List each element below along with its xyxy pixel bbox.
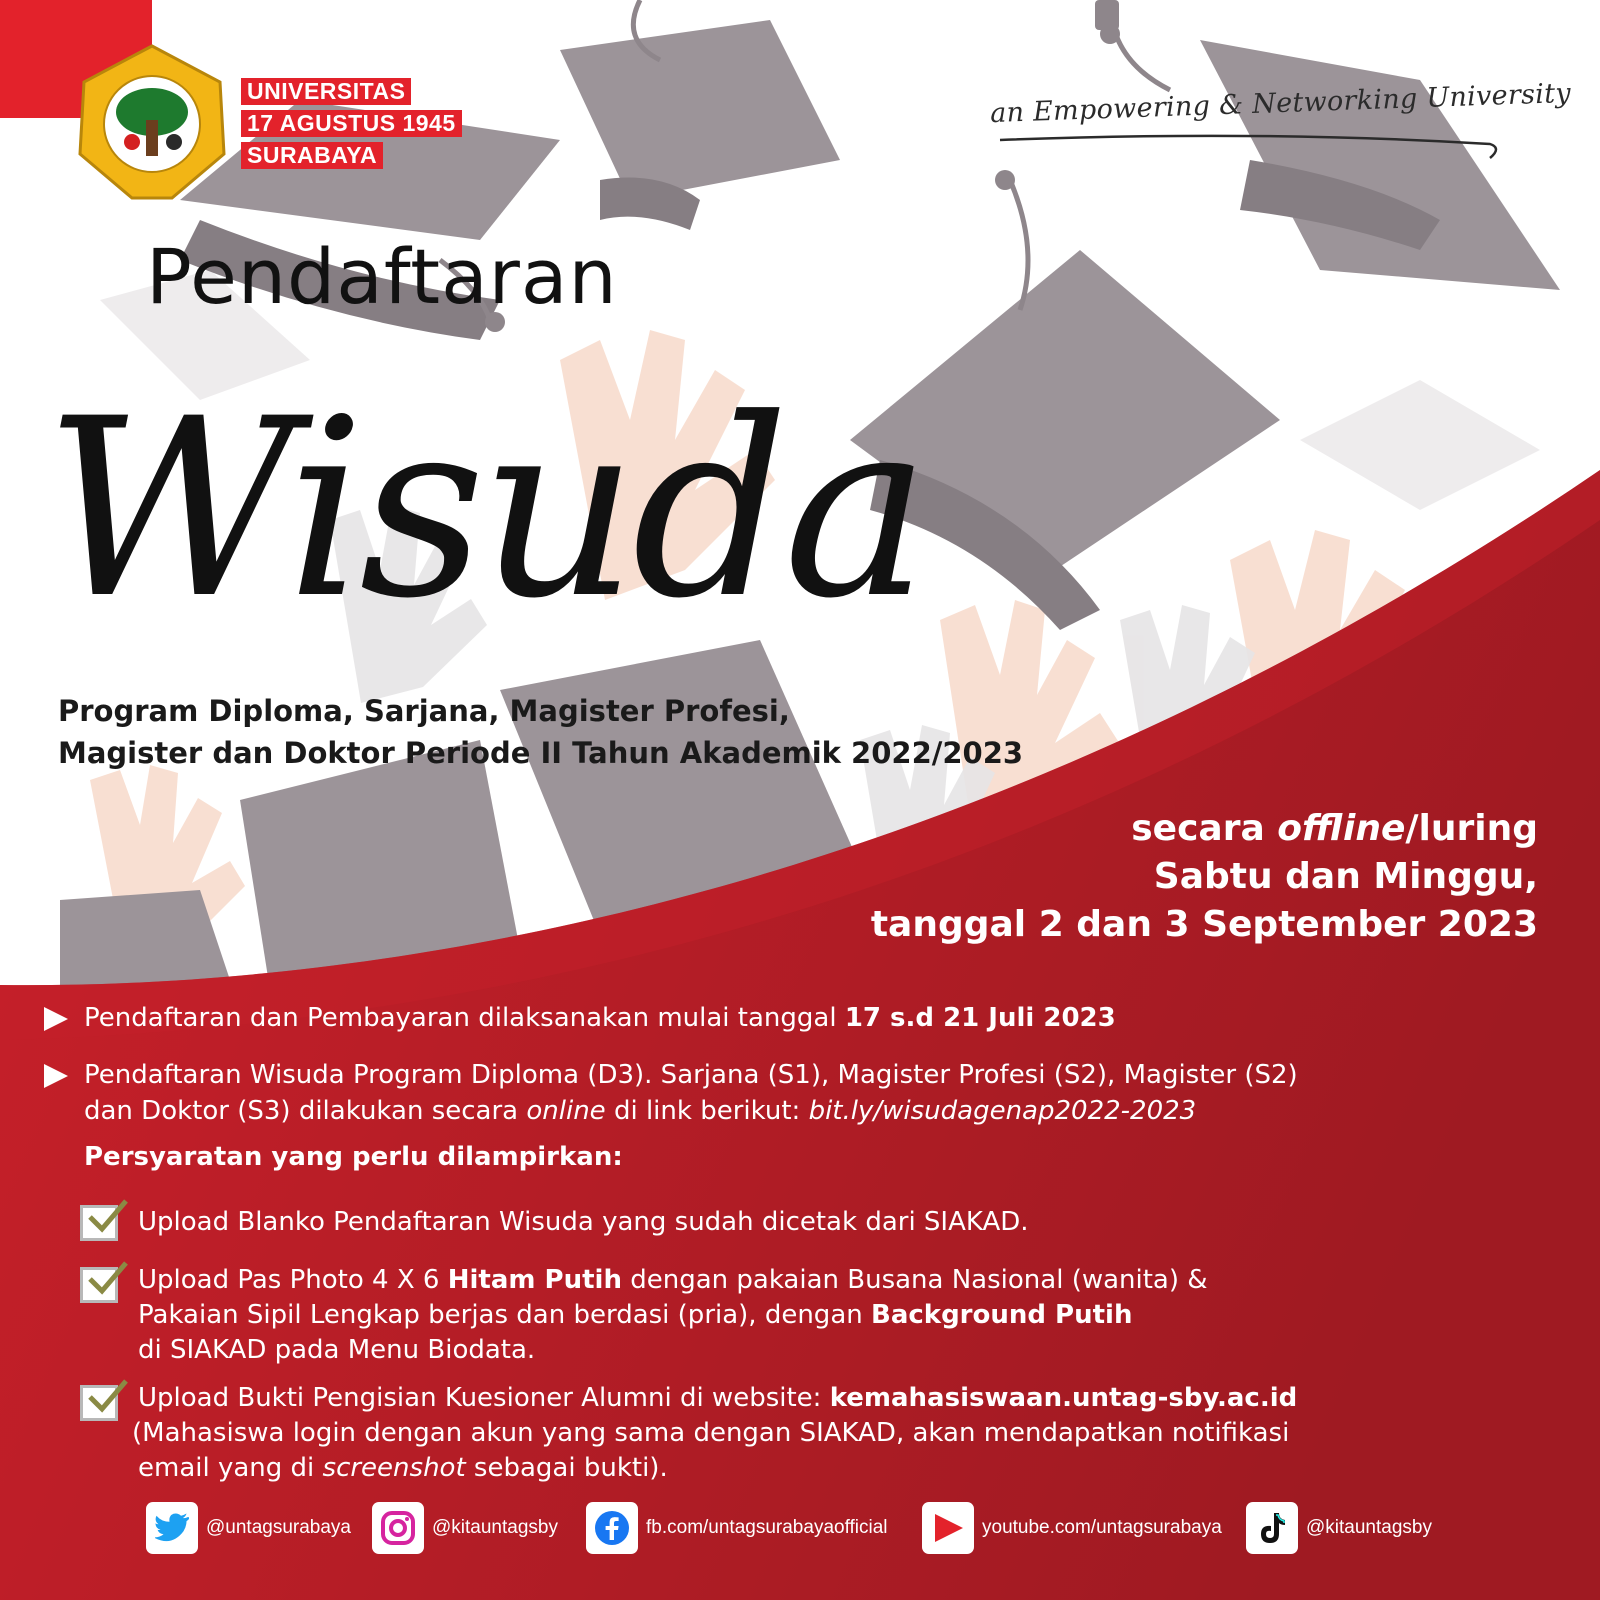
social-twitter-label: @untagsurabaya <box>206 1517 351 1538</box>
social-youtube[interactable] <box>922 1500 1222 1556</box>
program-description <box>58 690 1023 774</box>
requirements-title: Persyaratan yang perlu dilampirkan: <box>84 1142 623 1172</box>
social-media-bar <box>0 1500 1600 1560</box>
twitter-icon <box>146 1502 198 1554</box>
university-name-line3: SURABAYA <box>241 142 383 169</box>
program-line2: Magister dan Doktor Periode II Tahun Akademik 2022/2023 <box>58 736 1024 770</box>
social-youtube-label: youtube.com/untagsurabaya <box>982 1517 1222 1538</box>
social-facebook[interactable] <box>586 1500 888 1556</box>
event-info <box>871 805 1538 949</box>
social-facebook-label: fb.com/untagsurabayaofficial <box>646 1517 888 1538</box>
registration-link[interactable]: bit.ly/wisudagenap2022-2023 <box>808 1096 1197 1126</box>
university-name <box>241 78 462 174</box>
social-tiktok-label: @kitauntagsby <box>1306 1517 1432 1538</box>
university-name-line1: UNIVERSITAS <box>241 78 411 105</box>
university-name-line2: 17 AGUSTUS 1945 <box>241 110 462 137</box>
heading-pendaftaran: Pendaftaran <box>146 232 618 321</box>
tagline: an Empowering & Networking University <box>989 77 1572 130</box>
triangle-bullet-icon <box>44 1064 68 1088</box>
instagram-icon <box>372 1502 424 1554</box>
event-days: Sabtu dan Minggu, <box>1153 856 1538 897</box>
social-tiktok[interactable] <box>1246 1500 1432 1556</box>
alumni-website-link[interactable]: kemahasiswaan.untag-sby.ac.id <box>829 1383 1298 1413</box>
checkmark-icon <box>84 1259 130 1299</box>
heading-wisuda: Wisuda <box>44 367 925 653</box>
checkmark-icon <box>84 1197 130 1237</box>
program-line1: Program Diploma, Sarjana, Magister Profesi, <box>58 694 790 728</box>
tiktok-icon <box>1246 1502 1298 1554</box>
youtube-icon <box>922 1502 974 1554</box>
checkmark-icon <box>84 1377 130 1417</box>
social-instagram-label: @kitauntagsby <box>432 1517 558 1538</box>
social-instagram[interactable] <box>372 1500 558 1556</box>
social-twitter[interactable] <box>146 1500 351 1556</box>
triangle-bullet-icon <box>44 1007 68 1031</box>
tagline-swoosh <box>990 128 1530 178</box>
poster: UNIVERSITAS 17 AGUSTUS 1945 SURABAYA an Empowering & Networking University Pendaftaran Wisuda Program Diploma, Sarjana, Magister Profesi, Magister dan Doktor Periode II Tahun Akademik 2022/2023 secara offline/luring Sabtu dan Minggu, tanggal 2 dan 3 September 2023 Pendaftaran dan Pembayaran dilaksanakan mulai tanggal 17 s.d 21 Juli 2023 Pendaftaran Wisuda Program Diploma (D3). Sarjana (S1), Magister Profesi (S2), Magister (S2) dan Doktor (S3) dilakukan secara online di link berikut: bit.ly/wisudagenap2022-2023 Persyaratan yang perlu dilampirkan: Upload Blanko Pendaftaran Wisuda yang sudah dicetak dari SIAKAD. Upload Pas Photo 4 X 6 Hitam Putih dengan pakaian Busana Nasional (wanita) & Pakaian Sipil Lengkap berjas dan berdasi (pria), dengan Background Putih di SIAKAD pada Menu Biodata. Upload Bukti Pengisian Kuesioner Alumni di website: kemahasiswaan.untag-sby.ac.id (Mahasiswa login dengan akun yang sama dengan SIAKAD, akan mendapatkan notifikasi email yang di screenshot sebagai bukti). @untagsurabaya @kitauntagsby fb.com/untagsurabayaofficial youtube.com/untagsurabaya @kitauntagsby <box>0 0 1600 1600</box>
university-seal-logo <box>72 42 232 202</box>
event-mode: secara offline/luring <box>1131 808 1538 849</box>
facebook-icon <box>586 1502 638 1554</box>
event-date: tanggal 2 dan 3 September 2023 <box>870 904 1538 945</box>
